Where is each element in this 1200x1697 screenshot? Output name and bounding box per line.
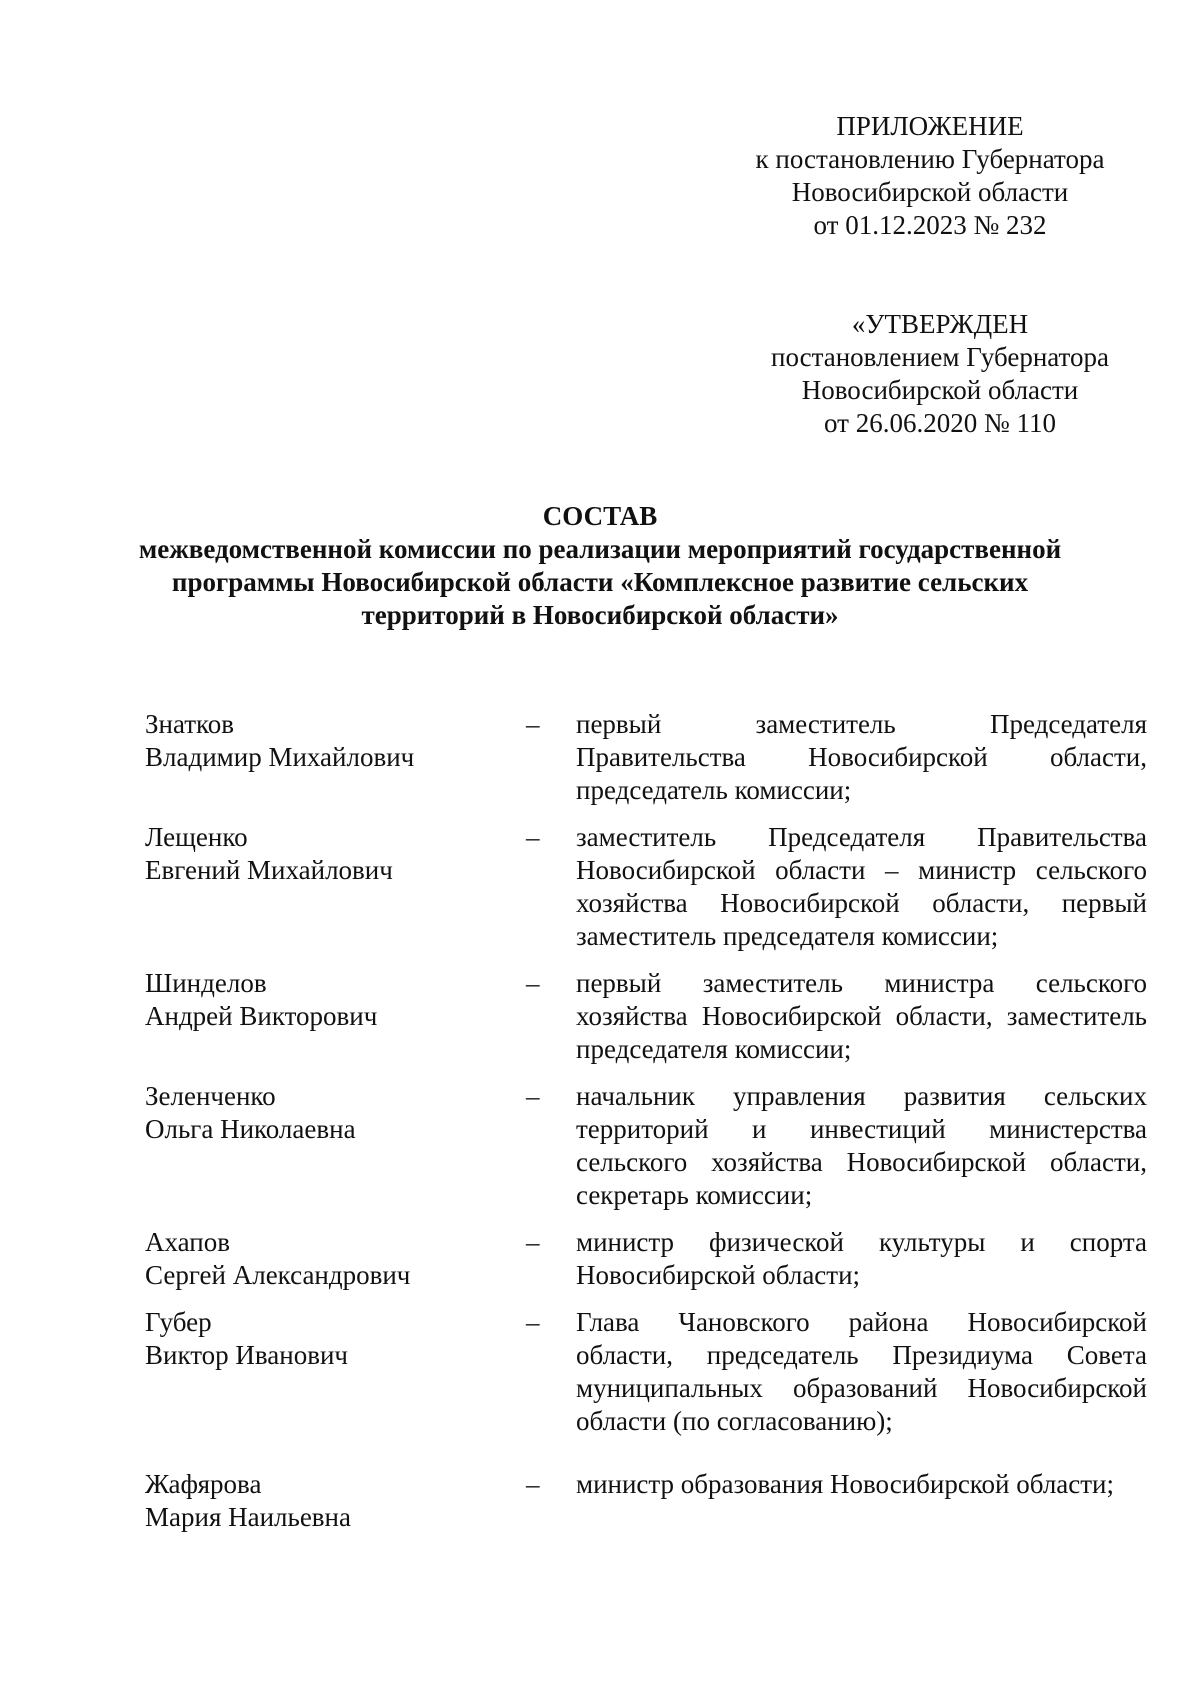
- appendix-line-4: от 01.12.2023 № 232: [813, 210, 1047, 240]
- appendix-line-1: ПРИЛОЖЕНИЕ: [836, 111, 1024, 141]
- member-name: [145, 967, 525, 1033]
- member-name: [145, 1080, 525, 1146]
- member-dash: –: [526, 1307, 540, 1337]
- appendix-line-3: Новосибирской области: [791, 177, 1069, 207]
- member-dash: –: [526, 1227, 540, 1257]
- member-row: [145, 821, 1147, 953]
- member-dash: –: [526, 1081, 540, 1111]
- member-role: Глава Чановского района Новосибирской области, председатель Президиума Совета муниципальных образований Новосибирской области (по согласованию);: [576, 1307, 1147, 1436]
- member-list: [145, 708, 1147, 1534]
- member-role: заместитель Председателя Правительства Новосибирской области – министр сельского хозяйства Новосибирской области, первый заместитель председателя комиссии;: [576, 822, 1147, 951]
- member-given-name: Евгений Михайлович: [145, 855, 393, 885]
- member-row: [145, 1080, 1147, 1212]
- member-given-name: Сергей Александрович: [145, 1260, 411, 1290]
- member-role: начальник управления развития сельских территорий и инвестиций министерства сельского хозяйства Новосибирской области, секретарь комиссии;: [576, 1081, 1147, 1210]
- member-name: [145, 1306, 525, 1372]
- member-surname: Лещенко: [145, 822, 248, 852]
- member-name: [145, 1226, 525, 1292]
- document-title: [130, 500, 1070, 632]
- member-given-name: Виктор Иванович: [145, 1340, 349, 1370]
- title-subtitle: межведомственной комиссии по реализации мероприятий государственной программы Новосибирской области «Комплексное развитие сельских территорий в Новосибирской области»: [138, 534, 1062, 630]
- approved-line-1: «УТВЕРЖДЕН: [851, 309, 1029, 339]
- member-surname: Ахапов: [145, 1227, 230, 1257]
- member-name: [145, 708, 525, 774]
- member-role: министр физической культуры и спорта Новосибирской области;: [576, 1227, 1147, 1290]
- member-given-name: Владимир Михайлович: [145, 742, 415, 772]
- approved-line-2: постановлением Губернатора: [771, 342, 1109, 372]
- appendix-header: [720, 110, 1140, 242]
- approved-line-3: Новосибирской области: [801, 375, 1079, 405]
- member-dash: –: [526, 822, 540, 852]
- member-surname: Знатков: [145, 709, 235, 739]
- member-row: [145, 967, 1147, 1066]
- member-given-name: Ольга Николаевна: [145, 1114, 356, 1144]
- member-surname: Шинделов: [145, 968, 267, 998]
- member-role: министр образования Новосибирской области;: [576, 1469, 1115, 1499]
- member-row: [145, 1306, 1147, 1438]
- member-dash: –: [526, 968, 540, 998]
- member-name: [145, 821, 525, 887]
- member-given-name: Мария Наильевна: [145, 1502, 351, 1532]
- member-role: первый заместитель Председателя Правительства Новосибирской области, председатель комиссии;: [576, 709, 1147, 805]
- member-surname: Зеленченко: [145, 1081, 276, 1111]
- member-surname: Жафярова: [145, 1469, 262, 1499]
- approved-line-4: от 26.06.2020 № 110: [824, 408, 1056, 438]
- appendix-line-2: к постановлению Губернатора: [755, 144, 1105, 174]
- member-dash: –: [526, 1469, 540, 1499]
- approved-header: [740, 308, 1140, 440]
- member-row: [145, 1468, 1147, 1534]
- title-heading: СОСТАВ: [542, 501, 658, 531]
- member-name: [145, 1468, 525, 1534]
- member-given-name: Андрей Викторович: [145, 1001, 378, 1031]
- member-role: первый заместитель министра сельского хозяйства Новосибирской области, заместитель председателя комиссии;: [576, 968, 1147, 1064]
- member-surname: Губер: [145, 1307, 212, 1337]
- member-row: [145, 1226, 1147, 1292]
- member-dash: –: [526, 709, 540, 739]
- member-row: [145, 708, 1147, 807]
